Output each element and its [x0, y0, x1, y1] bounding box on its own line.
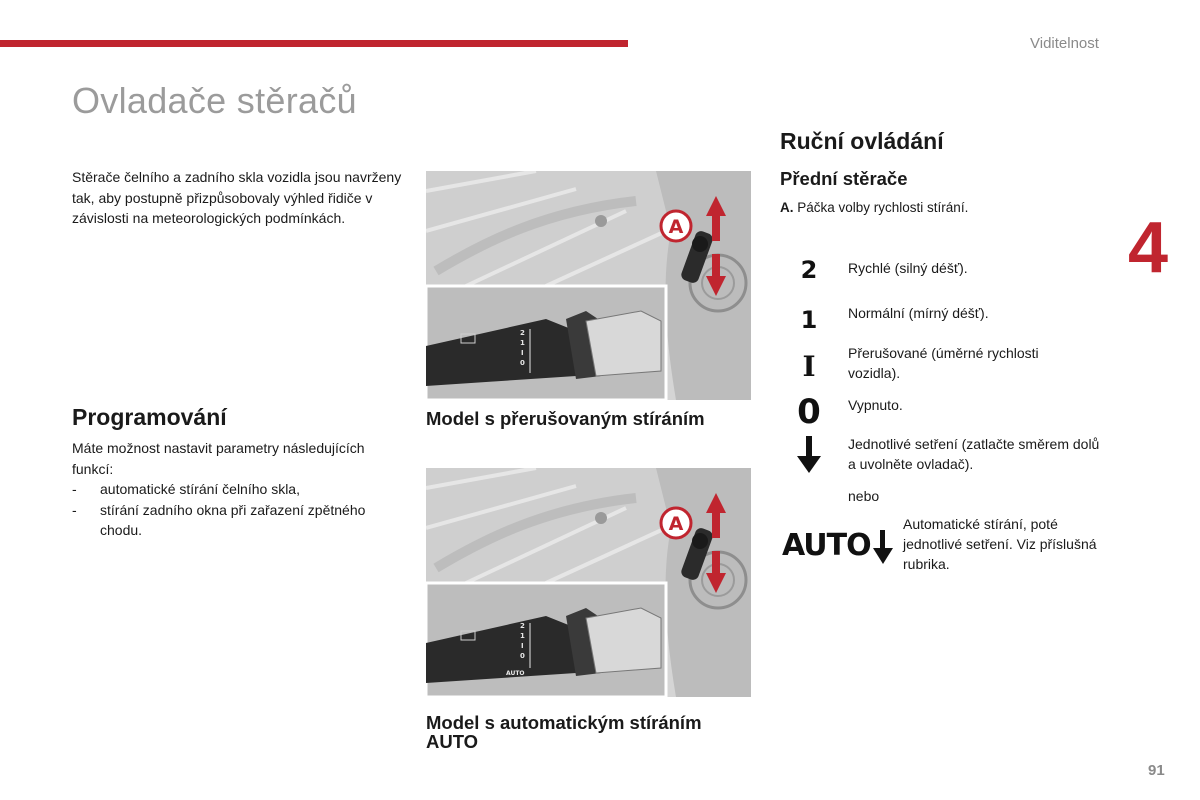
section-label: Viditelnost [1030, 35, 1099, 52]
svg-text:1: 1 [520, 632, 525, 640]
svg-text:2: 2 [520, 329, 525, 337]
figure-caption-intermittent: Model s přerušovaným stíráním [426, 408, 705, 429]
position-symbol-2: 2 [800, 256, 818, 284]
position-desc-single-wipe: Jednotlivé setření (zatlačte směrem dolů a uvolněte ovladač). [848, 436, 1100, 472]
position-desc-off: Vypnuto. [848, 397, 903, 413]
svg-text:I: I [521, 349, 524, 357]
list-item: - automatické stírání čelního skla, [72, 481, 300, 497]
or-text: nebo [848, 488, 880, 504]
position-symbol-1: 1 [800, 306, 818, 334]
svg-text:AUTO: AUTO [506, 670, 525, 677]
auto-description: Automatické stírání, poté jednotlivé setření. Viz příslušná rubrika. [903, 516, 1097, 572]
position-desc-intermittent: Přerušované (úměrné rychlosti vozidla). [848, 345, 1039, 381]
auto-symbol: AUTO [782, 522, 894, 570]
wiper-stalk-figure-auto [426, 468, 751, 697]
front-wipers-heading: Přední stěrače [780, 168, 908, 189]
intro-paragraph: Stěrače čelního a zadního skla vozidla jsou navrženy tak, aby postupně přizpůsobovaly výhled řidiče v závislosti na meteorologických podmínkách. [72, 169, 402, 226]
position-symbol-intermittent: I [802, 350, 816, 383]
manual-control-heading: Ruční ovládání [780, 128, 944, 154]
lever-description: A. Páčka volby rychlosti stírání. [780, 200, 969, 215]
svg-text:I: I [521, 642, 524, 650]
list-item: - stírání zadního okna při zařazení zpětného chodu. [72, 501, 366, 538]
position-desc-normal: Normální (mírný déšť). [848, 305, 989, 321]
down-arrow-icon [872, 530, 894, 566]
svg-text:2: 2 [520, 622, 525, 630]
position-symbol-0: 0 [797, 392, 821, 432]
programming-text: Máte možnost nastavit parametry následujících funkcí: [72, 440, 365, 477]
page-number: 91 [1148, 762, 1165, 779]
svg-text:0: 0 [520, 359, 525, 367]
svg-text:1: 1 [520, 339, 525, 347]
position-desc-fast: Rychlé (silný déšť). [848, 260, 968, 276]
programming-list [72, 479, 402, 541]
wiper-stalk-figure-intermittent [426, 171, 751, 400]
marker-a-badge [661, 508, 691, 538]
svg-text:0: 0 [520, 652, 525, 660]
header-accent-bar [0, 40, 628, 47]
svg-text:A: A [668, 513, 684, 535]
marker-a-badge [661, 211, 691, 241]
programming-heading: Programování [72, 404, 227, 430]
chapter-number: 4 [1128, 208, 1169, 288]
page-title: Ovladače stěračů [72, 80, 357, 121]
svg-text:A: A [668, 216, 684, 238]
figure-caption-auto: Model s automatickým stíráním AUTO [426, 712, 702, 752]
down-arrow-icon [795, 436, 823, 474]
